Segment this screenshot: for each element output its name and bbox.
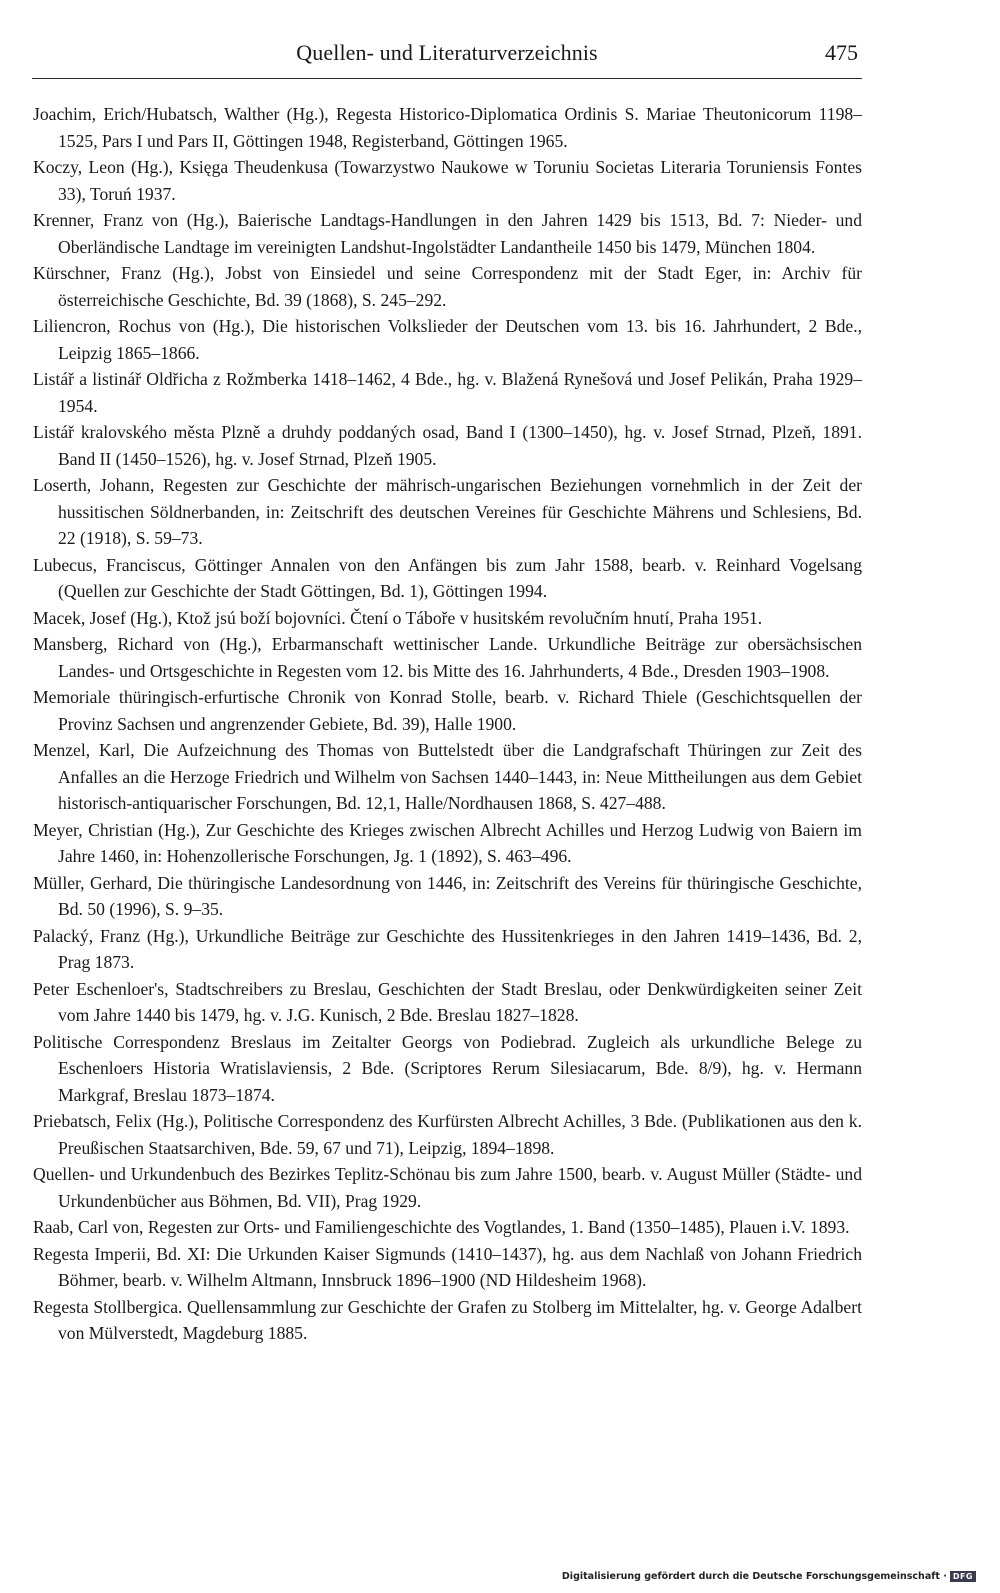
bibliography-entry: Koczy, Leon (Hg.), Księga Theudenkusa (Towarzystwo Naukowe w Toruniu Societas Literaria Toruniensis Fontes 33), Toruń 1937. (33, 157, 862, 204)
running-head: Quellen- und Literaturverzeichnis (296, 40, 598, 65)
funding-footer (562, 1571, 976, 1582)
bibliography-entry: Loserth, Johann, Regesten zur Geschichte der mährisch-ungarischen Beziehungen vornehmlich in der Zeit der hussitischen Söldnerbanden, in: Zeitschrift des deutschen Vereines für Geschichte Mährens und Schlesiens, Bd. 22 (1918), S. 59–73. (33, 475, 862, 548)
bibliography-entry: Lubecus, Franciscus, Göttinger Annalen von den Anfängen bis zum Jahr 1588, bearb. v. Reinhard Vogelsang (Quellen zur Geschichte der Stadt Göttingen, Bd. 1), Göttingen 1994. (33, 554, 862, 601)
bibliography-entry: Palacký, Franz (Hg.), Urkundliche Beiträge zur Geschichte des Hussitenkrieges in den Jahren 1419–1436, Bd. 2, Prag 1873. (33, 925, 862, 972)
bibliography-entry: Menzel, Karl, Die Aufzeichnung des Thomas von Buttelstedt über die Landgrafschaft Thüringen zur Zeit des Anfalles an die Herzoge Friedrich und Wilhelm von Sachsen 1440–1443, in: Neue Mittheilungen aus dem Gebiet historisch-antiquarischer Forschungen, Bd. 12,1, Halle/Nordhausen 1868, S. 427–488. (33, 740, 862, 813)
bibliography-entry: Regesta Stollbergica. Quellensammlung zur Geschichte der Grafen zu Stolberg im Mittelalter, hg. v. George Adalbert von Mülverstedt, Magdeburg 1885. (33, 1296, 862, 1343)
bibliography-entry: Raab, Carl von, Regesten zur Orts- und Familiengeschichte des Vogtlandes, 1. Band (1350–1485), Plauen i.V. 1893. (33, 1217, 850, 1237)
bibliography-entry: Quellen- und Urkundenbuch des Bezirkes Teplitz-Schönau bis zum Jahre 1500, bearb. v. August Müller (Städte- und Urkundenbücher aus Böhmen, Bd. VII), Prag 1929. (33, 1164, 862, 1211)
bibliography-entry: Listář kralovského města Plzně a druhdy poddaných osad, Band I (1300–1450), hg. v. Josef Strnad, Plzeň, 1891. Band II (1450–1526), hg. v. Josef Strnad, Plzeň 1905. (33, 422, 862, 469)
page-number: 475 (825, 40, 858, 65)
bibliography-entry: Priebatsch, Felix (Hg.), Politische Correspondenz des Kurfürsten Albrecht Achilles, 3 Bde. (Publikationen aus den k. Preußischen Staatsarchiven, Bde. 59, 67 und 71), Leipzig, 1894–1898. (33, 1111, 862, 1158)
bibliography-list (33, 101, 862, 1347)
bibliography-entry: Mansberg, Richard von (Hg.), Erbarmanschaft wettinischer Lande. Urkundliche Beiträge zur obersächsischen Landes- und Ortsgeschichte in Regesten vom 12. bis Mitte des 16. Jahrhunderts, 4 Bde., Dresden 1903–1908. (33, 634, 862, 681)
bibliography-entry: Macek, Josef (Hg.), Ktož jsú boží bojovníci. Čtení o Táboře v husitském revolučním hnutí, Praha 1951. (33, 607, 763, 628)
funding-note-text: Digitalisierung gefördert durch die Deutsche Forschungsgemeinschaft · (561, 1571, 947, 1582)
bibliography-entry: Peter Eschenloer's, Stadtschreibers zu Breslau, Geschichten der Stadt Breslau, oder Denkwürdigkeiten seiner Zeit vom Jahre 1440 bis 1479, hg. v. J.G. Kunisch, 2 Bde. Breslau 1827–1828. (33, 978, 862, 1025)
dfg-logo: DFG (950, 1571, 976, 1582)
bibliography-entry: Regesta Imperii, Bd. XI: Die Urkunden Kaiser Sigmunds (1410–1437), hg. aus dem Nachlaß von Johann Friedrich Böhmer, bearb. v. Wilhelm Altmann, Innsbruck 1896–1900 (ND Hildesheim 1968). (33, 1243, 862, 1290)
bibliography-entry: Müller, Gerhard, Die thüringische Landesordnung von 1446, in: Zeitschrift des Vereins für thüringische Geschichte, Bd. 50 (1996), S. 9–35. (33, 872, 862, 919)
bibliography-entry: Liliencron, Rochus von (Hg.), Die historischen Volkslieder der Deutschen vom 13. bis 16. Jahrhundert, 2 Bde., Leipzig 1865–1866. (33, 316, 862, 363)
bibliography-entry: Memoriale thüringisch-erfurtische Chronik von Konrad Stolle, bearb. v. Richard Thiele (Geschichtsquellen der Provinz Sachsen und angrenzender Gebiete, Bd. 39), Halle 1900. (33, 687, 862, 734)
bibliography-entry: Krenner, Franz von (Hg.), Baierische Landtags-Handlungen in den Jahren 1429 bis 1513, Bd. 7: Nieder- und Oberländische Landtage im vereinigten Landshut-Ingolstädter Landantheile 1450 bis 1479, München 1804. (33, 210, 862, 257)
bibliography-entry: Politische Correspondenz Breslaus im Zeitalter Georgs von Podiebrad. Zugleich als urkundliche Belege zu Eschenloers Historia Wratislaviensis, 2 Bde. (Scriptores Rerum Silesiacarum, Bde. 8/9), hg. v. Hermann Markgraf, Breslau 1873–1874. (33, 1031, 862, 1105)
bibliography-entry: Kürschner, Franz (Hg.), Jobst von Einsiedel und seine Correspondenz mit der Stadt Eger, in: Archiv für österreichische Geschichte, Bd. 39 (1868), S. 245–292. (33, 263, 862, 310)
bibliography-entry: Meyer, Christian (Hg.), Zur Geschichte des Krieges zwischen Albrecht Achilles und Herzog Ludwig von Baiern im Jahre 1460, in: Hohenzollerische Forschungen, Jg. 1 (1892), S. 463–496. (33, 819, 862, 866)
bibliography-entry: Joachim, Erich/Hubatsch, Walther (Hg.), Regesta Historico-Diplomatica Ordinis S. Mariae Theutonicorum 1198–1525, Pars I und Pars II, Göttingen 1948, Registerband, Göttingen 1965. (33, 104, 862, 151)
bibliography-entry: Listář a listinář Oldřicha z Rožmberka 1418–1462, 4 Bde., hg. v. Blažená Rynešová und Josef Pelikán, Praha 1929–1954. (33, 369, 862, 416)
page-header (32, 38, 862, 79)
